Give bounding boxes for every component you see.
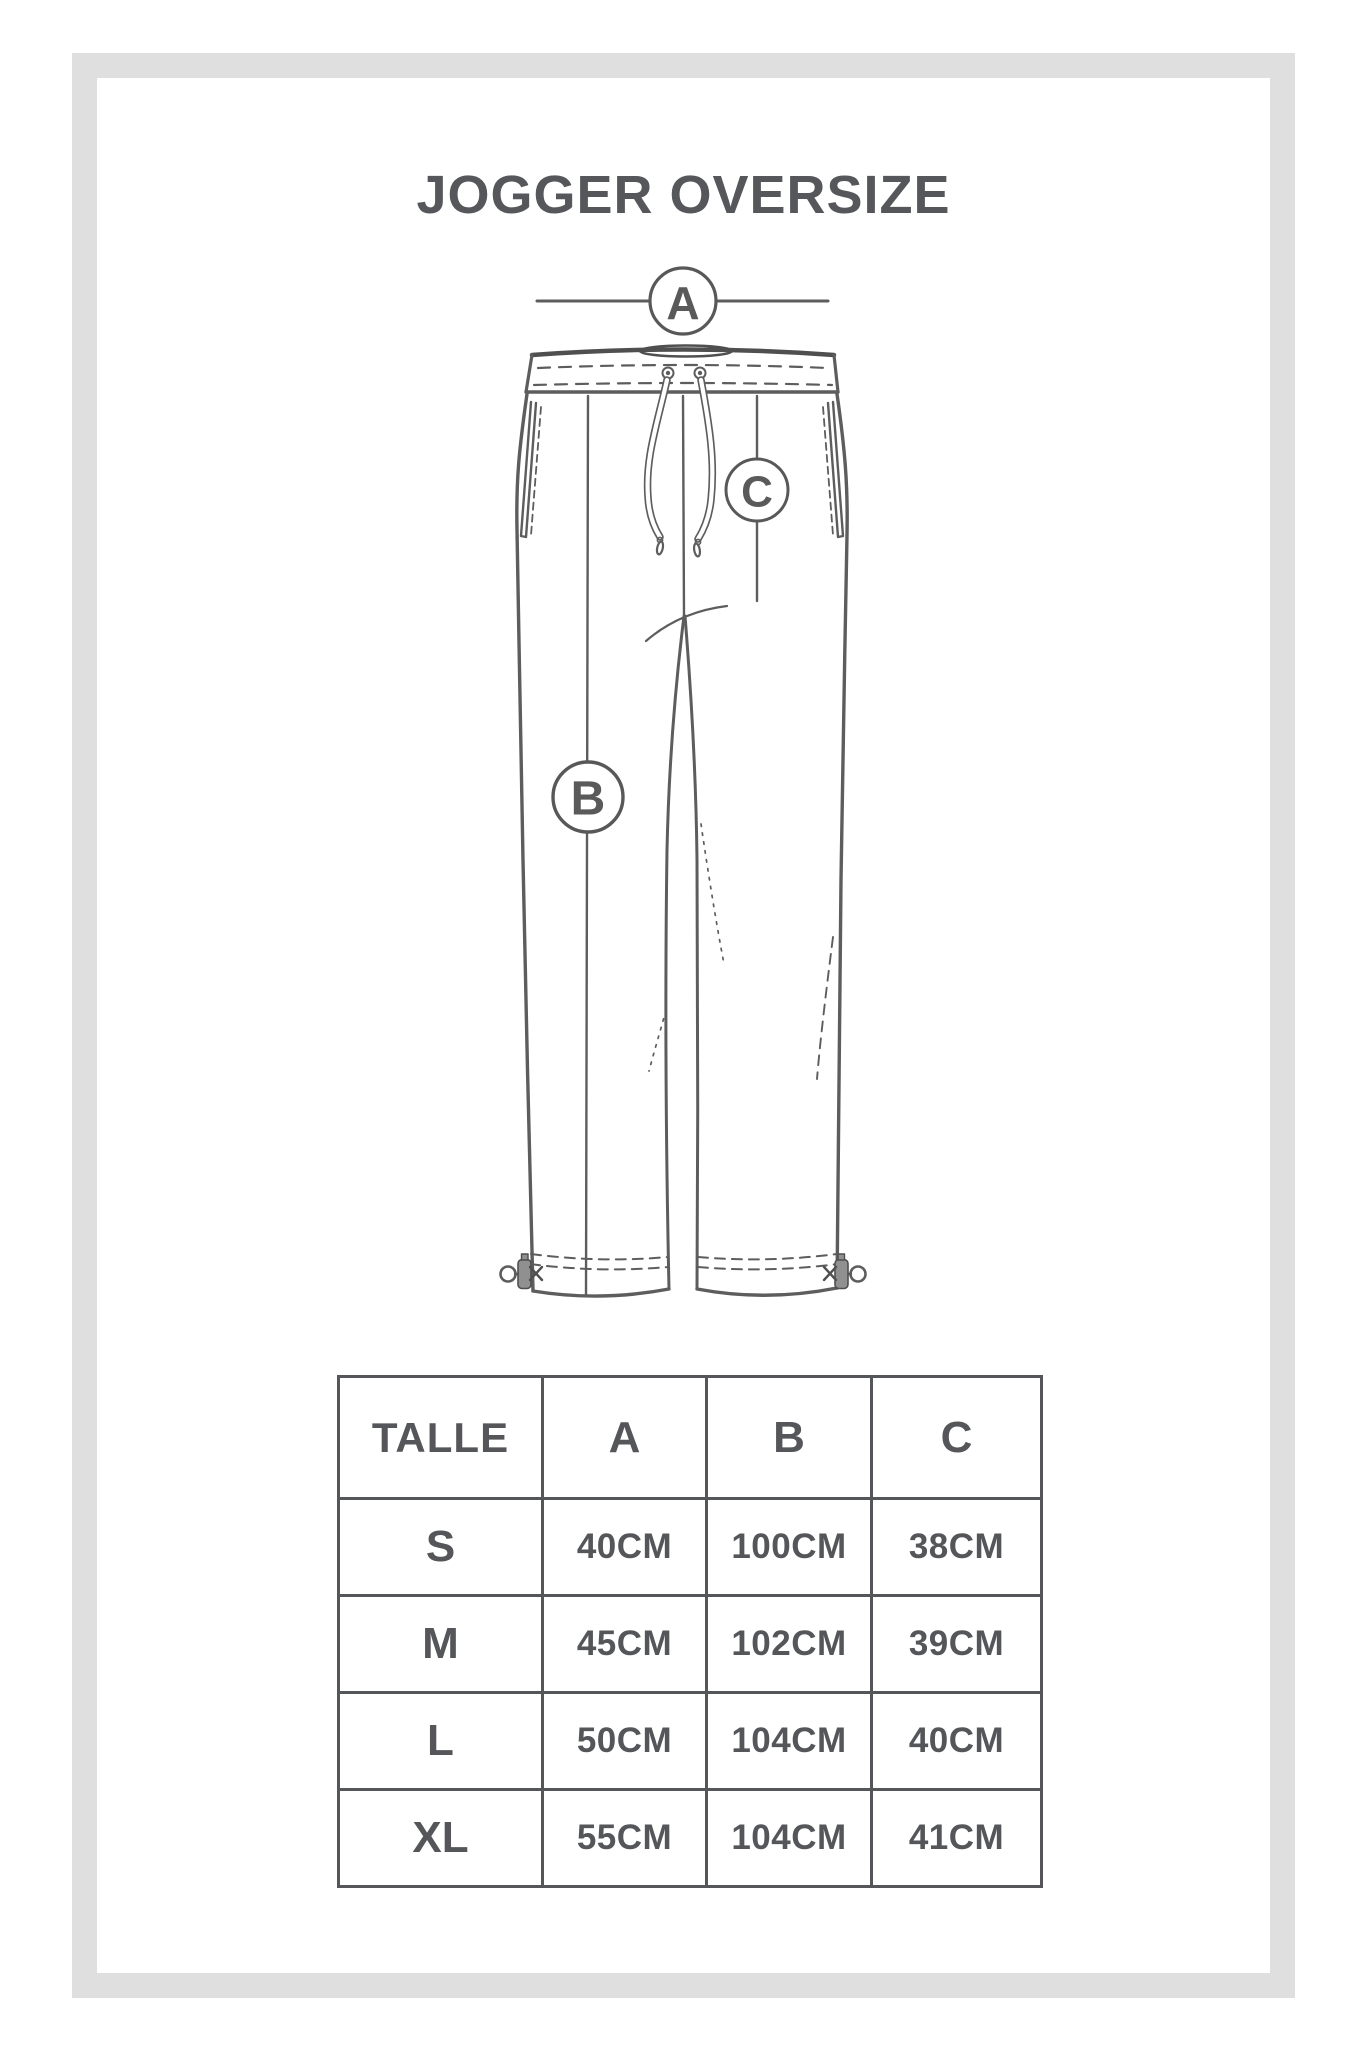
cord-lock-toggle-icon <box>824 1254 866 1289</box>
size-row-s <box>339 1499 1042 1596</box>
measurement-marker-a <box>650 268 716 334</box>
col-header-c: C <box>872 1377 1042 1499</box>
cord-aglet <box>656 541 664 555</box>
left-cuff <box>530 1254 669 1296</box>
waistband <box>526 346 838 393</box>
marker-a-label: A <box>666 277 700 329</box>
measure-c-cell: 40CM <box>872 1693 1042 1790</box>
crease-line <box>586 396 588 1296</box>
drape-line <box>649 1010 666 1071</box>
measure-b-cell: 104CM <box>707 1693 872 1790</box>
measure-b-cell: 104CM <box>707 1790 872 1887</box>
left-inseam <box>666 616 684 1289</box>
measure-a-cell: 45CM <box>543 1596 707 1693</box>
measure-c-cell: 38CM <box>872 1499 1042 1596</box>
size-label-cell: L <box>339 1693 543 1790</box>
left-outer-seam <box>517 394 533 1291</box>
measurement-marker-c <box>726 459 788 521</box>
size-row-l <box>339 1693 1042 1790</box>
col-header-b: B <box>707 1377 872 1499</box>
marker-c-label: C <box>741 467 773 517</box>
center-front-line <box>683 396 684 616</box>
measure-a-cell: 50CM <box>543 1693 707 1790</box>
size-label-cell: M <box>339 1596 543 1693</box>
drape-line <box>817 937 833 1079</box>
right-cuff <box>697 1254 838 1295</box>
measure-c-cell: 41CM <box>872 1790 1042 1887</box>
measure-a-cell: 55CM <box>543 1790 707 1887</box>
col-header-a: A <box>543 1377 707 1499</box>
measure-b-cell: 100CM <box>707 1499 872 1596</box>
right-inseam <box>685 616 698 1289</box>
measurement-marker-b <box>553 762 623 832</box>
size-row-m <box>339 1596 1042 1693</box>
size-row-xl <box>339 1790 1042 1887</box>
size-label-cell: S <box>339 1499 543 1596</box>
size-table <box>337 1375 1043 1888</box>
measure-b-cell: 102CM <box>707 1596 872 1693</box>
drawstring <box>648 380 713 557</box>
col-header-talle: TALLE <box>339 1377 543 1499</box>
cord-lock-toggle-icon <box>501 1254 543 1289</box>
measure-a-cell: 40CM <box>543 1499 707 1596</box>
pants-body <box>517 394 847 1296</box>
size-label-cell: XL <box>339 1790 543 1887</box>
drape-line <box>701 824 724 964</box>
size-table-header-row <box>339 1377 1042 1499</box>
marker-b-label: B <box>570 772 606 826</box>
cord-aglet <box>693 543 701 557</box>
page-title: JOGGER OVERSIZE <box>416 165 951 225</box>
measure-c-cell: 39CM <box>872 1596 1042 1693</box>
